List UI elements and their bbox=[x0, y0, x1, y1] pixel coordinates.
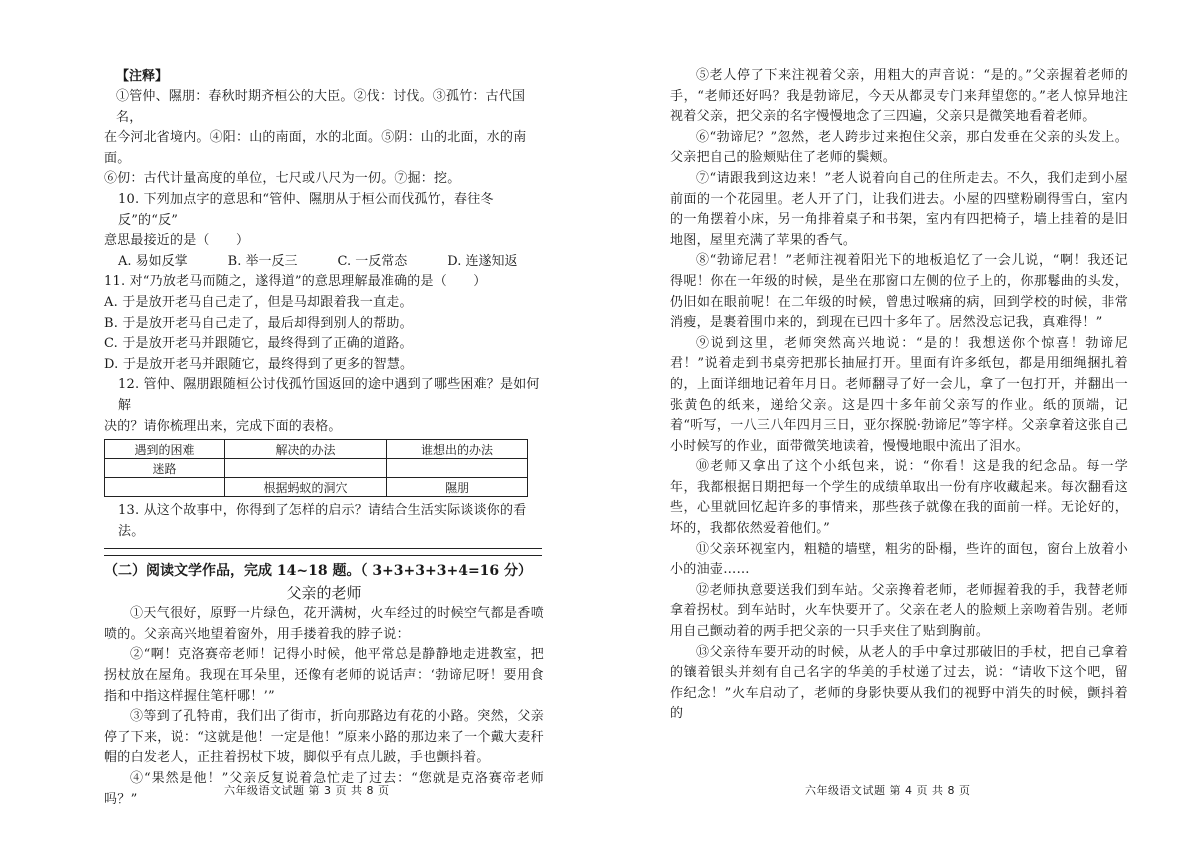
question-11-option-a: A. 于是放开老马自己走了，但是马却跟着我一直走。 bbox=[104, 294, 413, 310]
option-b: B. 举一反三 bbox=[227, 253, 298, 269]
question-11-option-d: D. 于是放开老马并跟随它，最终得到了更多的智慧。 bbox=[104, 356, 414, 372]
story-paragraph: ④“果然是他！”父亲反复说着急忙走了过去：“您就是克洛赛帝老师吗？” bbox=[104, 771, 544, 807]
table-row bbox=[105, 478, 528, 497]
question-10-cont: 意思最接近的是（ ） bbox=[104, 233, 250, 249]
story-paragraph: ⑩老师又拿出了这个小纸包来，说：“你看！这是我的纪念品。每一学年，我都根据日期把每一个学生的成绩单取出一份有序收藏起来。每次翻看这些，心里就回忆起许多的事情来，那些孩子就像在我的面前一样。无论好的，坏的，我都依然爱着他们。” bbox=[670, 459, 1128, 537]
page-footer: 六年级语文试题 第 4 页 共 8 页 bbox=[805, 784, 971, 797]
story-paragraph: ①天气很好，原野一片绿色，花开满树，火车经过的时候空气都是香喷喷的。父亲高兴地望着窗外，用手搂着我的脖子说： bbox=[104, 606, 544, 642]
question-12-cont: 决的？请你梳理出来，完成下面的表格。 bbox=[104, 418, 342, 434]
question-13: 13. 从这个故事中，你得到了怎样的启示？请结合生活实际谈谈你的看法。 bbox=[118, 503, 527, 539]
option-d: D. 连遂知返 bbox=[447, 253, 518, 269]
table-cell[interactable] bbox=[225, 459, 387, 478]
right-page bbox=[600, 0, 1200, 849]
story-paragraph: ⑪父亲环视室内，粗糙的墙壁，粗劣的卧榻，些许的面包，窗台上放着小小的油壶…… bbox=[670, 541, 1128, 578]
table-cell: 迷路 bbox=[105, 459, 225, 478]
left-column bbox=[104, 66, 544, 810]
table-row bbox=[105, 459, 528, 478]
story-paragraph: ⑫老师执意要送我们到车站。父亲搀着老师，老师握着我的手，我替老师拿着拐杖。到车站时，火车快要开了。父亲在老人的脸颊上亲吻着告别。老师用自己颤动着的两手把父亲的一只手夹住了贴到胸前。 bbox=[670, 582, 1128, 640]
story-title: 父亲的老师 bbox=[286, 584, 362, 603]
question-10: 10. 下列加点字的意思和“管仲、隰朋从于桓公而伐孤竹，春往冬反”的“反” bbox=[118, 191, 494, 228]
story-paragraph: ⑤老人停了下来注视着父亲，用粗大的声音说：“是的。”父亲握着老师的手，“老师还好吗？我是勃谛尼，今天从都灵专门来拜望您的。”老人惊异地注视着父亲，把父亲的名字慢慢地念了三四遍，父亲只是微笑地看着老师。 bbox=[670, 68, 1128, 125]
option-c: C. 一反常态 bbox=[337, 253, 408, 269]
table-cell: 隰朋 bbox=[386, 478, 527, 497]
question-12: 12. 管仲、隰朋跟随桓公讨伐孤竹国返回的途中遇到了哪些困难？是如何解 bbox=[118, 377, 540, 413]
story-paragraph: ⑨说到这里，老师突然高兴地说：“是的！我想送你个惊喜！勃谛尼君！”说着走到书桌旁把那长抽屉打开。里面有许多纸包，都是用细绳捆扎着的，上面详细地记着年月日。老师翻寻了好一会儿，拿了一包打开，并翻出一张黄色的纸来，递给父亲。这是四十多年前父亲写的作业。纸的顶端，记着“听写，一八三八年四月三日，亚尔探脱·勃谛尼”等字样。父亲拿着这张自己小时候写的作业，面带微笑地读着，慢慢地眼中流出了泪水。 bbox=[670, 335, 1128, 454]
table-header: 谁想出的办法 bbox=[386, 440, 527, 459]
story-paragraph: ⑬父亲待车要开动的时候，从老人的手中拿过那破旧的手杖，把自己拿着的镶着银头并刻有自己名字的华美的手杖递了过去，说：“请收下这个吧，留作纪念！”火车启动了，老师的身影快要从我们的视野中消失的时候，颤抖着的 bbox=[670, 644, 1128, 722]
table-header-row bbox=[105, 440, 528, 459]
section-title: （二）阅读文学作品，完成 14~18 题。（ 3+3+3+3+4=16 分） bbox=[104, 563, 533, 580]
right-column bbox=[670, 66, 1128, 725]
question-11-option-c: C. 于是放开老马并跟随它，最终得到了正确的道路。 bbox=[104, 336, 413, 352]
option-a: A. 易如反掌 bbox=[118, 253, 188, 269]
table-cell[interactable] bbox=[386, 459, 527, 478]
note-line: 在今河北省境内。④阳：山的南面，水的北面。⑤阴：山的北面，水的南面。 bbox=[104, 130, 527, 166]
question-11: 11. 对“乃放老马而随之，遂得道”的意思理解最准确的是（ ） bbox=[104, 274, 487, 290]
answer-line[interactable] bbox=[104, 553, 542, 556]
story-paragraph: ⑦“请跟我到这边来！”老人说着向自己的住所走去。不久，我们走到小屋前面的一个花园里。老人开了门，让我们进去。小屋的四壁粉刷得雪白，室内的一角摆着小床，另一角排着桌子和书架，室内有四把椅子，墙上挂着的是旧地图，屋里充满了苹果的香气。 bbox=[670, 170, 1128, 248]
note-line: ①管仲、隰朋：春秋时期齐桓公的大臣。②伐：讨伐。③孤竹：古代国名， bbox=[116, 89, 526, 125]
table-cell[interactable] bbox=[105, 478, 225, 497]
table-header: 遇到的困难 bbox=[105, 440, 225, 459]
answer-table bbox=[104, 439, 528, 497]
question-11-option-b: B. 于是放开老马自己走了，最后却得到别人的帮助。 bbox=[104, 315, 413, 331]
story-paragraph: ②“啊！克洛赛帝老师！记得小时候，他平常总是静静地走进教室，把拐杖放在屋角。我现在耳朵里，还像有老师的说话声：‘勃谛尼呀！要用食指和中指这样握住笔杆哪！’” bbox=[104, 647, 544, 704]
story-paragraph: ⑧“勃谛尼君！”老师注视着阳光下的地板追忆了一会儿说，“啊！我还记得呢！你在一年级的时候，是坐在那窗口左侧的位子上的，你那鬈曲的头发，仍旧如在眼前呢！在二年级的时候，曾患过喉痛的病，回到学校的时候，非常消瘦，是裹着围巾来的，到现在已四十多年了。居然没忘记我，真难得！” bbox=[670, 253, 1128, 331]
story-paragraph: ③等到了孔特甫，我们出了街市，折向那路边有花的小路。突然，父亲停了下来，说：“这就是他！一定是他！”原来小路的那边来了一个戴大麦秆帽的白发老人，正拄着拐杖下坡，脚似乎有点儿跛，手也颤抖着。 bbox=[104, 709, 544, 766]
notes-title: 【注释】 bbox=[116, 69, 169, 84]
question-10-options bbox=[104, 252, 544, 273]
table-cell: 根据蚂蚁的洞穴 bbox=[225, 478, 387, 497]
page-footer: 六年级语文试题 第 3 页 共 8 页 bbox=[224, 784, 390, 797]
note-line: ⑥仞：古代计量高度的单位，七尺或八尺为一仞。⑦掘：挖。 bbox=[104, 171, 461, 187]
answer-line[interactable] bbox=[104, 544, 542, 549]
table-header: 解决的办法 bbox=[225, 440, 387, 459]
story-paragraph: ⑥“勃谛尼？”忽然，老人跨步过来抱住父亲，那白发垂在父亲的头发上。父亲把自己的脸颊贴住了老师的鬓颊。 bbox=[670, 129, 1128, 166]
